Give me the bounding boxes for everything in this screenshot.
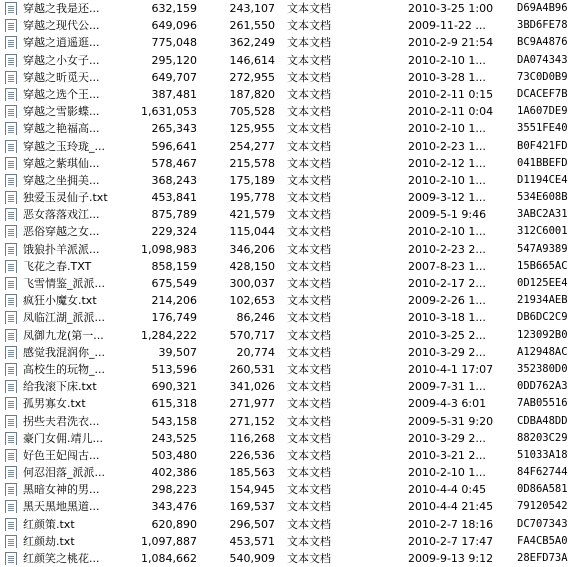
- file-row[interactable]: [0, 52, 580, 69]
- file-packed-size: 146,614: [229, 53, 275, 67]
- file-modified: 2009-4-3 6:01: [408, 397, 487, 411]
- document-icon: [5, 2, 17, 15]
- file-row[interactable]: [0, 0, 580, 17]
- file-type: 文本文档: [287, 362, 331, 376]
- file-row[interactable]: [0, 86, 580, 103]
- text-file-icon: [5, 379, 17, 393]
- file-crc: CDBA48DD: [517, 414, 568, 427]
- file-crc: 547A9389: [517, 242, 568, 255]
- file-crc: 3BD6FE78: [517, 19, 568, 32]
- file-type: 文本文档: [287, 208, 331, 222]
- file-packed-size: 20,774: [236, 345, 275, 359]
- file-type: 文本文档: [287, 466, 331, 480]
- file-size: 1,097,887: [141, 534, 197, 548]
- file-name: 黑天黑地黑道...: [23, 500, 100, 514]
- file-packed-size: 185,563: [229, 466, 275, 480]
- text-file-icon: [5, 53, 17, 67]
- file-size: 858,159: [151, 259, 197, 273]
- file-crc: 15B665AC: [517, 259, 568, 272]
- file-name: 凤御九龙(第一...: [23, 328, 104, 342]
- file-size: 503,480: [151, 448, 197, 462]
- text-file-icon: [5, 104, 17, 118]
- file-crc: DB6DC2C9: [517, 311, 568, 324]
- text-file-icon: [5, 499, 17, 513]
- text-file-icon: [5, 190, 17, 204]
- file-modified: 2009-3-12 1...: [408, 191, 486, 205]
- file-packed-size: 341,026: [229, 380, 275, 394]
- text-file-icon: [5, 517, 17, 531]
- file-packed-size: 296,507: [229, 517, 275, 531]
- file-name: 感觉我混润你_...: [23, 345, 105, 359]
- text-file-icon: [5, 18, 17, 32]
- file-modified: 2010-2-10 1...: [408, 225, 486, 239]
- file-type: 文本文档: [287, 500, 331, 514]
- file-type: 文本文档: [287, 414, 331, 428]
- file-packed-size: 154,945: [229, 483, 275, 497]
- file-name: 孤男寡女.txt: [23, 397, 86, 411]
- file-row[interactable]: [0, 17, 580, 34]
- file-size: 1,084,662: [141, 552, 197, 565]
- file-type: 文本文档: [287, 156, 331, 170]
- file-modified: 2010-2-7 18:16: [408, 517, 494, 531]
- document-icon: [5, 36, 17, 49]
- file-crc: 534E608B: [517, 191, 568, 204]
- file-modified: 2010-2-10 1...: [408, 466, 486, 480]
- file-modified: 2010-2-23 2...: [408, 242, 486, 256]
- file-row[interactable]: [0, 206, 580, 223]
- file-name: 恶女落落戏江...: [23, 208, 100, 222]
- file-row[interactable]: [0, 34, 580, 51]
- document-icon: [5, 535, 17, 548]
- file-crc: 79120542: [517, 500, 568, 513]
- file-packed-size: 271,152: [229, 414, 275, 428]
- file-crc: 0D86A581: [517, 483, 568, 496]
- file-packed-size: 125,955: [229, 122, 275, 136]
- file-size: 39,507: [158, 345, 197, 359]
- file-crc: D1194CE4: [517, 173, 568, 186]
- file-modified: 2010-2-10 1...: [408, 173, 486, 187]
- document-icon: [5, 122, 17, 135]
- file-type: 文本文档: [287, 517, 331, 531]
- text-file-icon: [5, 293, 17, 307]
- file-packed-size: 116,268: [229, 431, 275, 445]
- file-modified: 2010-4-1 17:07: [408, 362, 494, 376]
- file-type: 文本文档: [287, 87, 331, 101]
- file-type: 文本文档: [287, 328, 331, 342]
- document-icon: [5, 346, 17, 359]
- document-icon: [5, 191, 17, 204]
- file-crc: 0DD762A3: [517, 380, 568, 393]
- file-type: 文本文档: [287, 139, 331, 153]
- file-row[interactable]: [0, 103, 580, 120]
- file-type: 文本文档: [287, 173, 331, 187]
- text-file-icon: [5, 482, 17, 496]
- file-size: 343,476: [151, 500, 197, 514]
- file-type: 文本文档: [287, 105, 331, 119]
- text-file-icon: [5, 396, 17, 410]
- text-file-icon: [5, 534, 17, 548]
- file-size: 368,243: [151, 173, 197, 187]
- file-modified: 2010-4-4 21:45: [408, 500, 494, 514]
- text-file-icon: [5, 328, 17, 342]
- file-modified: 2007-8-23 1...: [408, 259, 486, 273]
- file-size: 543,158: [151, 414, 197, 428]
- file-row[interactable]: [0, 155, 580, 172]
- file-modified: 2010-2-11 0:15: [408, 87, 494, 101]
- file-name: 独爱玉灵仙子.txt: [23, 191, 108, 205]
- file-size: 214,206: [151, 294, 197, 308]
- text-file-icon: [5, 35, 17, 49]
- file-name: 穿越之现代公...: [23, 19, 100, 33]
- file-crc: DA074343: [517, 53, 568, 66]
- file-modified: 2010-3-29 2...: [408, 431, 486, 445]
- file-modified: 2009-5-31 9:20: [408, 414, 494, 428]
- file-modified: 2009-2-26 1...: [408, 294, 486, 308]
- file-row[interactable]: [0, 275, 580, 292]
- file-modified: 2010-3-18 1...: [408, 311, 486, 325]
- document-icon: [5, 363, 17, 376]
- file-crc: FA4CB5A0: [517, 534, 568, 547]
- file-name: 穿越之坐拥美...: [23, 173, 100, 187]
- file-row[interactable]: [0, 172, 580, 189]
- file-size: 176,749: [151, 311, 197, 325]
- file-type: 文本文档: [287, 311, 331, 325]
- file-modified: 2010-4-4 0:45: [408, 483, 487, 497]
- file-row[interactable]: [0, 327, 580, 344]
- file-size: 875,789: [151, 208, 197, 222]
- file-crc: 51033A18: [517, 448, 568, 461]
- file-crc: BC9A4876: [517, 36, 568, 49]
- file-modified: 2009-7-31 1...: [408, 380, 486, 394]
- document-icon: [5, 415, 17, 428]
- file-modified: 2010-3-21 2...: [408, 448, 486, 462]
- file-type: 文本文档: [287, 36, 331, 50]
- document-icon: [5, 552, 17, 565]
- file-row[interactable]: [0, 533, 580, 550]
- file-modified: 2009-5-1 9:46: [408, 208, 487, 222]
- document-icon: [5, 225, 17, 238]
- file-crc: 3551FE40: [517, 122, 568, 135]
- document-icon: [5, 243, 17, 256]
- file-packed-size: 215,578: [229, 156, 275, 170]
- file-packed-size: 346,206: [229, 242, 275, 256]
- file-packed-size: 570,717: [229, 328, 275, 342]
- file-size: 632,159: [151, 2, 197, 15]
- file-packed-size: 226,536: [229, 448, 275, 462]
- file-size: 775,048: [151, 36, 197, 50]
- text-file-icon: [5, 276, 17, 290]
- document-icon: [5, 174, 17, 187]
- file-row[interactable]: [0, 361, 580, 378]
- file-type: 文本文档: [287, 225, 331, 239]
- file-name: 高校生的玩物_...: [23, 362, 105, 376]
- file-type: 文本文档: [287, 191, 331, 205]
- file-crc: 73C0D0B9: [517, 70, 568, 83]
- file-packed-size: 272,955: [229, 70, 275, 84]
- document-icon: [5, 449, 17, 462]
- file-row[interactable]: [0, 309, 580, 326]
- file-name: 黑暗女神的男...: [23, 483, 100, 497]
- file-packed-size: 540,909: [229, 552, 275, 565]
- file-type: 文本文档: [287, 294, 331, 308]
- document-icon: [5, 19, 17, 32]
- document-icon: [5, 500, 17, 513]
- file-crc: 28EFD73A: [517, 552, 568, 564]
- file-size: 649,707: [151, 70, 197, 84]
- document-icon: [5, 397, 17, 410]
- document-icon: [5, 260, 17, 273]
- file-type: 文本文档: [287, 397, 331, 411]
- file-type: 文本文档: [287, 534, 331, 548]
- file-name: 飞雪情鉴_派派...: [23, 277, 105, 290]
- file-type: 文本文档: [287, 70, 331, 84]
- file-crc: B0F421FD: [517, 139, 568, 152]
- file-type: 文本文档: [287, 19, 331, 33]
- text-file-icon: [5, 121, 17, 135]
- file-name: 何忍泪落_派派...: [23, 466, 105, 480]
- file-type: 文本文档: [287, 448, 331, 462]
- file-packed-size: 271,977: [229, 397, 275, 411]
- file-packed-size: 453,571: [229, 534, 275, 548]
- file-name: 穿越之玉玲珑_...: [23, 139, 105, 153]
- file-modified: 2010-3-28 1...: [408, 70, 486, 84]
- file-name: 红颜笑之桃花...: [23, 552, 100, 565]
- file-size: 265,343: [151, 122, 197, 136]
- file-modified: 2010-3-29 2...: [408, 345, 486, 359]
- document-icon: [5, 140, 17, 153]
- file-crc: 352380D0: [517, 362, 568, 375]
- file-row[interactable]: [0, 550, 580, 567]
- document-icon: [5, 329, 17, 342]
- file-type: 文本文档: [287, 2, 331, 15]
- file-packed-size: 300,037: [229, 277, 275, 290]
- file-packed-size: 261,550: [229, 19, 275, 33]
- text-file-icon: [5, 139, 17, 153]
- file-modified: 2010-2-23 1...: [408, 139, 486, 153]
- file-size: 229,324: [151, 225, 197, 239]
- file-modified: 2009-11-22 ...: [408, 19, 486, 33]
- text-file-icon: [5, 70, 17, 84]
- document-icon: [5, 311, 17, 324]
- file-name: 穿越之紫琪仙...: [23, 156, 100, 170]
- file-crc: 88203C29: [517, 431, 568, 444]
- file-size: 596,641: [151, 139, 197, 153]
- file-size: 615,318: [151, 397, 197, 411]
- file-row[interactable]: [0, 413, 580, 430]
- file-type: 文本文档: [287, 53, 331, 67]
- file-crc: A12948AC: [517, 345, 568, 358]
- file-type: 文本文档: [287, 277, 331, 290]
- file-name: 恶俗穿越之女...: [23, 225, 100, 239]
- file-size: 1,284,222: [141, 328, 197, 342]
- file-packed-size: 243,107: [229, 2, 275, 15]
- text-file-icon: [5, 156, 17, 170]
- file-name: 拐些夫君洗衣...: [23, 414, 100, 428]
- file-row[interactable]: [0, 516, 580, 533]
- file-row[interactable]: [0, 223, 580, 240]
- text-file-icon: [5, 431, 17, 445]
- file-crc: 041BBEFD: [517, 156, 568, 169]
- document-icon: [5, 71, 17, 84]
- file-size: 402,386: [151, 466, 197, 480]
- file-row[interactable]: [0, 189, 580, 206]
- file-row[interactable]: [0, 292, 580, 309]
- document-icon: [5, 157, 17, 170]
- text-file-icon: [5, 1, 17, 15]
- text-file-icon: [5, 414, 17, 428]
- file-modified: 2010-3-25 1:00: [408, 2, 494, 15]
- file-name: 穿越之选个王...: [23, 87, 100, 101]
- document-icon: [5, 466, 17, 479]
- file-name: 红颜策.txt: [23, 517, 75, 531]
- file-size: 453,841: [151, 191, 197, 205]
- file-size: 513,596: [151, 362, 197, 376]
- file-size: 649,096: [151, 19, 197, 33]
- file-type: 文本文档: [287, 122, 331, 136]
- file-packed-size: 421,579: [229, 208, 275, 222]
- document-icon: [5, 88, 17, 101]
- file-size: 1,631,053: [141, 105, 197, 119]
- document-icon: [5, 277, 17, 290]
- text-file-icon: [5, 207, 17, 221]
- file-name: 穿越之昕觅天...: [23, 70, 100, 84]
- file-packed-size: 260,531: [229, 362, 275, 376]
- file-modified: 2010-2-12 1...: [408, 156, 486, 170]
- file-modified: 2010-2-17 2...: [408, 277, 486, 290]
- text-file-icon: [5, 259, 17, 273]
- file-modified: 2010-2-9 21:54: [408, 36, 494, 50]
- text-file-icon: [5, 242, 17, 256]
- file-size: 690,321: [151, 380, 197, 394]
- file-type: 文本文档: [287, 345, 331, 359]
- file-size: 675,549: [151, 277, 197, 290]
- text-file-icon: [5, 173, 17, 187]
- file-row[interactable]: [0, 344, 580, 361]
- file-name: 疯狂小魔女.txt: [23, 294, 97, 308]
- file-packed-size: 102,653: [229, 294, 275, 308]
- text-file-icon: [5, 310, 17, 324]
- file-row[interactable]: [0, 258, 580, 275]
- file-crc: 21934AEB: [517, 294, 568, 307]
- document-icon: [5, 432, 17, 445]
- file-packed-size: 705,528: [229, 105, 275, 119]
- file-packed-size: 254,277: [229, 139, 275, 153]
- document-icon: [5, 54, 17, 67]
- file-crc: DC707343: [517, 517, 568, 530]
- file-size: 387,481: [151, 87, 197, 101]
- file-modified: 2010-3-25 2...: [408, 328, 486, 342]
- document-icon: [5, 483, 17, 496]
- text-file-icon: [5, 345, 17, 359]
- file-modified: 2010-2-11 0:04: [408, 105, 494, 119]
- file-row[interactable]: [0, 241, 580, 258]
- file-type: 文本文档: [287, 552, 331, 565]
- file-row[interactable]: [0, 464, 580, 481]
- document-icon: [5, 105, 17, 118]
- file-crc: D69A4B96: [517, 2, 568, 14]
- file-name: 饿狼扑羊派派...: [23, 242, 100, 256]
- text-file-icon: [5, 465, 17, 479]
- file-packed-size: 187,820: [229, 87, 275, 101]
- file-packed-size: 169,537: [229, 500, 275, 514]
- file-modified: 2009-9-13 9:12: [408, 552, 494, 565]
- file-size: 1,098,983: [141, 242, 197, 256]
- file-size: 243,525: [151, 431, 197, 445]
- file-packed-size: 428,150: [229, 259, 275, 273]
- file-name: 穿越之我是还...: [23, 2, 100, 15]
- file-modified: 2010-2-7 17:47: [408, 534, 494, 548]
- file-row[interactable]: [0, 138, 580, 155]
- file-type: 文本文档: [287, 259, 331, 273]
- document-icon: [5, 518, 17, 531]
- file-row[interactable]: [0, 430, 580, 447]
- file-crc: DCACEF7B: [517, 87, 568, 100]
- file-modified: 2010-2-10 1...: [408, 122, 486, 136]
- file-crc: 84F62744: [517, 466, 568, 479]
- text-file-icon: [5, 362, 17, 376]
- file-crc: 7AB05516: [517, 397, 568, 410]
- file-size: 298,223: [151, 483, 197, 497]
- file-name: 穿越之逍遥逛...: [23, 36, 100, 50]
- file-name: 穿越之小女子...: [23, 53, 100, 67]
- file-row[interactable]: [0, 120, 580, 137]
- file-packed-size: 362,249: [229, 36, 275, 50]
- file-row[interactable]: [0, 447, 580, 464]
- file-size: 620,890: [151, 517, 197, 531]
- file-packed-size: 195,778: [229, 191, 275, 205]
- text-file-icon: [5, 551, 17, 565]
- file-row[interactable]: [0, 395, 580, 412]
- file-crc: 1A607DE9: [517, 105, 568, 118]
- file-packed-size: 86,246: [236, 311, 275, 325]
- file-crc: 3ABC2A31: [517, 208, 568, 221]
- file-type: 文本文档: [287, 242, 331, 256]
- text-file-icon: [5, 224, 17, 238]
- file-crc: 123092B0: [517, 328, 568, 341]
- file-row[interactable]: [0, 498, 580, 515]
- file-name: 豪门女佣.靖儿...: [23, 431, 103, 445]
- file-type: 文本文档: [287, 380, 331, 394]
- document-icon: [5, 380, 17, 393]
- file-modified: 2010-2-10 1...: [408, 53, 486, 67]
- file-size: 578,467: [151, 156, 197, 170]
- file-size: 295,120: [151, 53, 197, 67]
- file-crc: 0D125EE4: [517, 277, 568, 289]
- document-icon: [5, 294, 17, 307]
- file-type: 文本文档: [287, 483, 331, 497]
- document-icon: [5, 208, 17, 221]
- file-name: 飞花之春.TXT: [23, 259, 92, 273]
- text-file-icon: [5, 87, 17, 101]
- text-file-icon: [5, 448, 17, 462]
- file-row[interactable]: [0, 378, 580, 395]
- file-name: 好色王妃闯古...: [23, 448, 100, 462]
- file-packed-size: 175,189: [229, 173, 275, 187]
- file-packed-size: 115,044: [229, 225, 275, 239]
- file-name: 凤临江湖_派派...: [23, 311, 105, 325]
- file-type: 文本文档: [287, 431, 331, 445]
- file-name: 给我滚下床.txt: [23, 380, 97, 394]
- file-row[interactable]: [0, 481, 580, 498]
- file-name: 红颜劫.txt: [23, 534, 75, 548]
- file-name: 穿越之雪影蝶...: [23, 105, 100, 119]
- file-row[interactable]: [0, 69, 580, 86]
- file-crc: 312C6001: [517, 225, 568, 238]
- file-name: 穿越之艳福高...: [23, 122, 100, 136]
